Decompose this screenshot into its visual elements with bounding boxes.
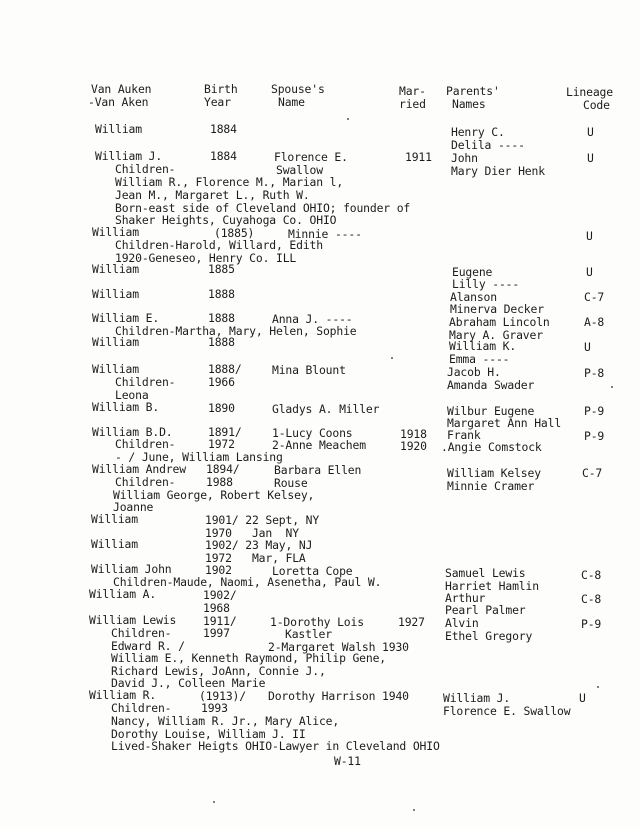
entry-note: Children-Harold, Willard, Edith [115, 238, 323, 252]
scan-speck [597, 686, 599, 688]
entry-parent-2: Delila ---- [451, 138, 525, 152]
entry-parent-2: Pearl Palmer [445, 603, 526, 617]
entry-parent-1: Samuel Lewis [445, 566, 526, 580]
entry-parent-2: Minnie Cramer [447, 479, 535, 493]
entry-note: William E., Kenneth Raymond, Philip Gene, [111, 651, 387, 665]
entry-lineage-code: U [579, 691, 586, 705]
scan-speck [347, 118, 349, 120]
scan-speck [413, 809, 415, 811]
entry-spouse: Dorothy Harrison 1940 [268, 689, 409, 703]
entry-name: William Andrew [92, 462, 186, 476]
entry-parent-1: Eugene [452, 265, 493, 279]
header-lineage-line1: Lineage [566, 85, 613, 99]
entry-spouse: Loretta Cope [272, 564, 353, 578]
entry-lineage-code: U [586, 265, 593, 279]
entry-name: William [92, 335, 139, 349]
entry-lineage-code: U [586, 229, 593, 243]
entry-birth-year: 1894/ [206, 462, 240, 476]
header-surname-line1: Van Auken [91, 82, 152, 96]
entry-spouse-2: 2-Anne Meachem [272, 438, 366, 452]
entry-spouse-2: 2-Margaret Walsh 1930 [268, 640, 409, 654]
entry-children-label: Children- [115, 437, 176, 451]
header-birth-line2: Year [204, 95, 231, 109]
entry-parent-2: Ethel Gregory [445, 629, 533, 643]
entry-name: William E. [92, 311, 160, 325]
entry-name: William [91, 537, 138, 551]
entry-parent-2: Emma ---- [449, 352, 510, 366]
entry-birth-date: 1902/ 23 May, NJ [205, 538, 313, 552]
entry-note: Dorothy Louise, William J. II [111, 727, 306, 741]
entry-children-label: Children- [115, 375, 176, 389]
entry-lineage-code: C-7 [584, 290, 605, 304]
entry-death-year: 1968 [203, 601, 230, 615]
entry-parent-1: Alanson [450, 290, 497, 304]
entry-note: Joanne [113, 500, 154, 514]
entry-children-label: Children- [111, 626, 172, 640]
entry-note: Children-Maude, Naomi, Asenetha, Paul W. [113, 575, 382, 589]
entry-birth-year: 1911/ [203, 614, 237, 628]
entry-note: Jean M., Margaret L., Ruth W. [115, 188, 310, 202]
entry-children-label: Children- [111, 701, 172, 715]
entry-spouse: 1-Dorothy Lois [270, 615, 364, 629]
entry-birth-year: 1890 [208, 401, 235, 415]
entry-parent-1: Arthur [445, 591, 486, 605]
entry-note: Edward R. / [111, 639, 185, 653]
entry-birth-year: 1884 [210, 149, 237, 163]
entry-name: William R. [89, 688, 157, 702]
entry-parent-1: Jacob H. [447, 365, 501, 379]
entry-parent-1: William K. [449, 339, 517, 353]
header-parents-line2: Names [452, 97, 486, 111]
entry-note: Children-Martha, Mary, Helen, Sophie [115, 324, 357, 338]
entry-parent-1: Henry C. [451, 125, 505, 139]
header-surname-line2: -Van Aken [88, 95, 149, 109]
entry-death-year: 1966 [208, 375, 235, 389]
entry-note: William George, Robert Kelsey, [113, 488, 315, 502]
entry-parent-1: William Kelsey [447, 466, 541, 480]
header-spouse-line2: Name [278, 95, 305, 109]
entry-parent-1: John [451, 151, 478, 165]
entry-birth-year: 1888 [208, 287, 235, 301]
entry-spouse: Mina Blount [272, 363, 346, 377]
entry-parent-2: Harriet Hamlin [445, 579, 539, 593]
entry-parent-2: Mary Dier Henk [451, 164, 545, 178]
entry-spouse: Barbara Ellen [274, 463, 362, 477]
entry-note: Lived-Shaker Heigts OHIO-Lawyer in Cleveland OHIO [111, 739, 440, 753]
entry-name: William [92, 225, 139, 239]
entry-married-year-2: 1920 [400, 439, 427, 453]
entry-birth-year: 1888 [208, 311, 235, 325]
entry-spouse: Minnie ---- [288, 227, 362, 241]
header-married-line1: Mar- [399, 84, 426, 98]
entry-name: William B.D. [92, 425, 173, 439]
entry-parent-1: Wilbur Eugene [447, 404, 535, 418]
entry-children-label: Children- [115, 475, 176, 489]
entry-note: 1920-Geneseo, Henry Co. ILL [115, 251, 297, 265]
header-parents-line1: Parents' [446, 84, 500, 98]
entry-children-label: Children- [115, 162, 176, 176]
entry-lineage-code: A-8 [584, 315, 605, 329]
entry-parent-1: Frank [447, 428, 481, 442]
entry-birth-year: 1902 [205, 563, 232, 577]
entry-lineage-code: P-9 [581, 617, 602, 631]
entry-birth-year: 1902/ [203, 588, 237, 602]
entry-parent-2: Mary A. Graver [449, 328, 543, 342]
entry-death-date: 1970 Jan NY [205, 526, 299, 540]
scan-speck [391, 357, 393, 359]
entry-lineage-code: C-8 [581, 568, 602, 582]
entry-name: William [95, 122, 142, 136]
entry-parent-2: Florence E. Swallow [443, 704, 571, 718]
entry-note: - / June, William Lansing [115, 450, 283, 464]
entry-death-year: 1997 [203, 626, 230, 640]
entry-birth-year: 1888 [208, 335, 235, 349]
entry-birth-year: 1891/ [208, 425, 242, 439]
entry-death-date: 1972 Mar, FLA [205, 551, 306, 565]
entry-name: William [92, 287, 139, 301]
entry-note: Leona [115, 388, 149, 402]
page-number: W-11 [334, 754, 361, 768]
entry-parent-1: Abraham Lincoln [449, 315, 550, 329]
entry-lineage-code: C-7 [582, 466, 603, 480]
entry-spouse-cont: Kastler [285, 627, 332, 641]
entry-parent-2: Lilly ---- [452, 277, 520, 291]
entry-lineage-code: P-9 [584, 429, 605, 443]
entry-name: William B. [92, 400, 160, 414]
entry-note: Shaker Heights, Cuyahoga Co. OHIO [115, 213, 337, 227]
entry-parent-1: Alvin [445, 616, 479, 630]
entry-lineage-code: U [584, 340, 591, 354]
entry-note: Born-east side of Cleveland OHIO; founder of [115, 201, 411, 215]
header-spouse-line1: Spouse's [271, 82, 325, 96]
entry-spouse-cont: Rouse [274, 476, 308, 490]
entry-parent-2: Margaret Ann Hall [447, 416, 562, 430]
header-lineage-line2: Code [583, 98, 610, 112]
entry-death-year: 1988 [206, 475, 233, 489]
entry-note: Richard Lewis, JoAnn, Connie J., [111, 664, 326, 678]
scan-speck [611, 386, 613, 388]
entry-name: William Lewis [89, 613, 177, 627]
entry-spouse: Gladys A. Miller [272, 402, 380, 416]
entry-birth-year: (1885) [214, 226, 255, 240]
entry-parent-2: .Angie Comstock [441, 440, 542, 454]
entry-note: Nancy, William R. Jr., Mary Alice, [111, 714, 340, 728]
entry-name: William J. [95, 149, 163, 163]
entry-parent-1: William J. [443, 691, 511, 705]
entry-death-year: 1972 [208, 437, 235, 451]
entry-married-year: 1911 [405, 150, 432, 164]
entry-lineage-code: U [587, 151, 594, 165]
entry-spouse-cont: Swallow [276, 163, 323, 177]
entry-lineage-code: U [587, 125, 594, 139]
entry-lineage-code: P-9 [584, 404, 605, 418]
entry-married-year: 1918 [400, 427, 427, 441]
entry-note: William R., Florence M., Marian l, [115, 175, 344, 189]
entry-parent-2: Amanda Swader [447, 378, 535, 392]
entry-married-year: 1927 [398, 615, 425, 629]
entry-name: William [91, 512, 138, 526]
entry-lineage-code: C-8 [581, 592, 602, 606]
entry-birth-year: 1888/ [208, 362, 242, 376]
entry-name: William [92, 362, 139, 376]
entry-spouse: Florence E. [274, 150, 348, 164]
entry-lineage-code: P-8 [584, 366, 605, 380]
entry-birth-date: 1901/ 22 Sept, NY [205, 513, 320, 527]
entry-name: William A. [89, 587, 157, 601]
entry-note: David J., Colleen Marie [111, 676, 266, 690]
entry-spouse: Anna J. ---- [272, 312, 353, 326]
entry-spouse: 1-Lucy Coons [272, 426, 353, 440]
entry-birth-year: 1885 [208, 262, 235, 276]
entry-parent-2: Minerva Decker [450, 302, 544, 316]
entry-birth-year: (1913)/ [199, 689, 246, 703]
entry-birth-year: 1884 [210, 122, 237, 136]
header-birth-line1: Birth [204, 82, 238, 96]
entry-name: William [92, 262, 139, 276]
entry-name: William John [91, 562, 172, 576]
entry-death-year: 1993 [201, 701, 228, 715]
header-married-line2: ried [399, 97, 426, 111]
scan-speck [213, 801, 215, 803]
